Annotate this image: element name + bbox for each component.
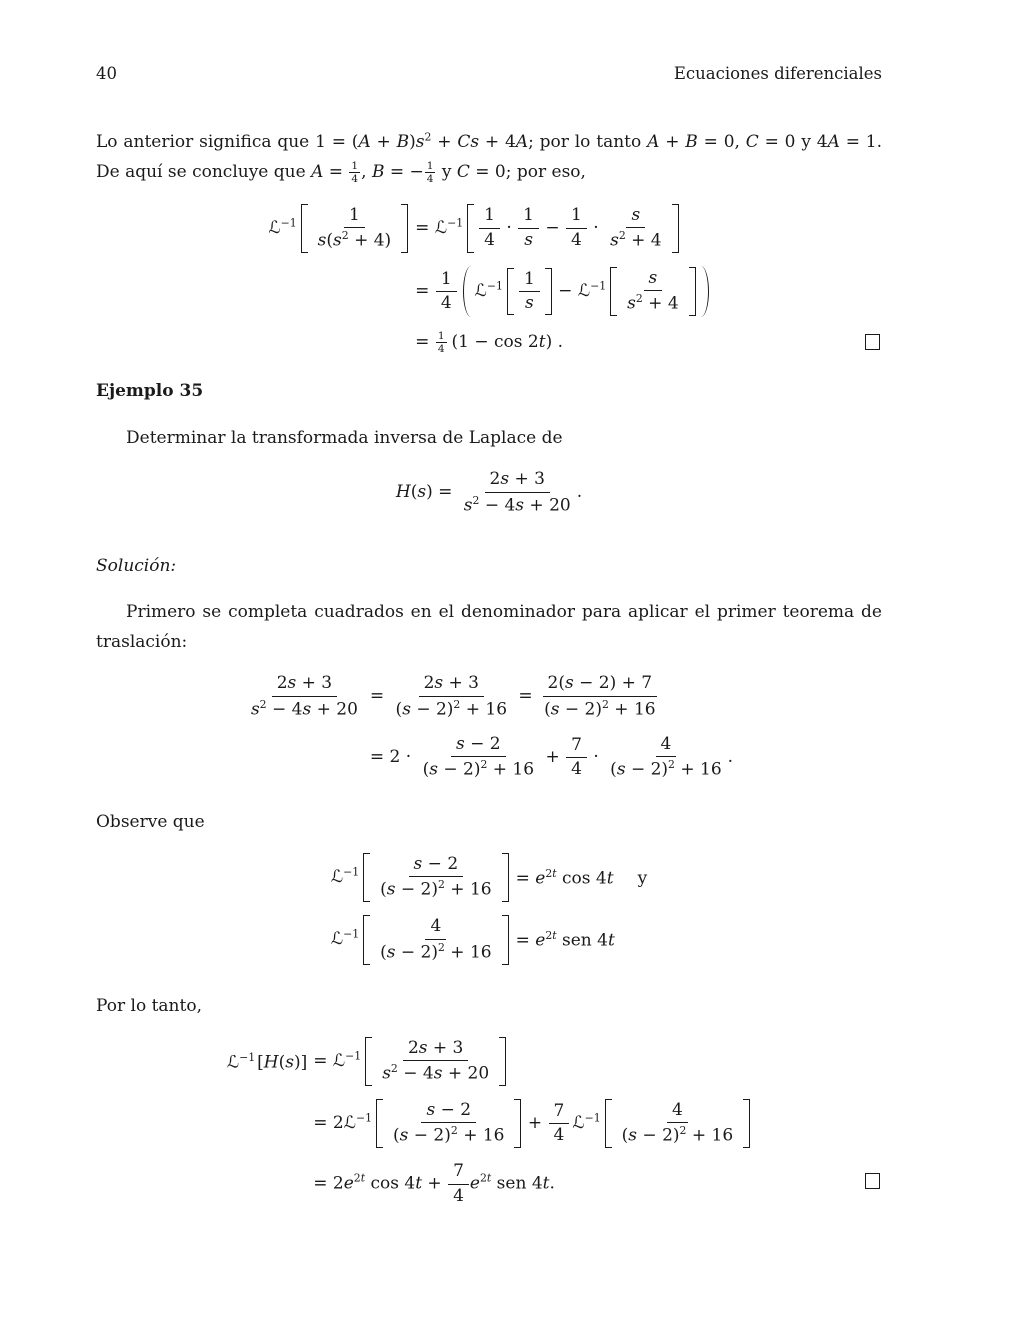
equation-line-rhs: = $e^{2t}$ sen 4t [515, 929, 615, 951]
equation-line-rhs: = ℒ$^{-1}$ $\frac{2s + 3}{s^2 - 4s + 20}$ [313, 1037, 507, 1086]
equation-H-of-s: H(s) = $\frac{2s + 3}{s^2 - 4s + 20}$ . [395, 469, 583, 516]
equation-line-rhs: = 2ℒ$^{-1}$ $\frac{s - 2}{(s - 2)^2 + 16}$ + $\frac{7}{4}$ ℒ$^{-1}$ $\frac{4}{(s - 2)^2 + 16}$ [313, 1099, 751, 1148]
equation-align-grid [96, 853, 882, 964]
equation-line-rhs: = $\frac{1}{4}$ (1 − cos 2t) . [415, 329, 564, 356]
equation-line-lhs: ℒ$^{-1}$ $\frac{4}{(s - 2)^2 + 16}$ [331, 915, 510, 964]
example-prompt: Determinar la transformada inversa de Laplace de [126, 428, 563, 449]
therefore-text: Por lo tanto, [96, 995, 202, 1016]
solution-paragraph: Primero se completa cuadrados en el denominador para aplicar el primer teorema de traslación: [96, 601, 882, 653]
equation-block-inverse-partial-fractions [96, 204, 882, 356]
page-header [96, 64, 882, 83]
example-heading: Ejemplo 35 [96, 381, 204, 402]
equation-block-complete-square [96, 673, 882, 780]
qed-box-icon [865, 1173, 880, 1189]
equation-line-lhs: ℒ$^{-1}$ $\frac{1}{s(s^2 + 4)}$ [268, 204, 409, 253]
equation-line-lhs: ℒ$^{-1}$ $\frac{s - 2}{(s - 2)^2 + 16}$ [331, 853, 510, 902]
solution-label: Solución: [96, 555, 177, 576]
equation-align-grid [96, 1037, 882, 1207]
qed-box-icon [865, 334, 880, 350]
equation-line-lhs: $\frac{2s + 3}{s^2 - 4s + 20}$ [250, 673, 358, 720]
intro-paragraph: Lo anterior significa que $1 = (A + B)s^2 + Cs + 4A$; por lo tanto A + B = 0, C = 0 y 4A = 1. De aquí se concluye que A = $\frac{1}{4}$ , B = − $\frac{1}{4}$ y C = 0; por eso, [96, 130, 882, 186]
page-number: 40 [96, 64, 117, 83]
equation-align-grid [96, 204, 882, 356]
equation-line-rhs: = $\frac{1}{4}$ ℒ$^{-1}$ $\frac{1}{s}$ − ℒ$^{-1}$ $\frac{s}{s^2 + 4}$ [415, 266, 709, 317]
equation-line-rhs: = $2e^{2t}$ cos 4t + $\frac{7}{4}$ $e^{2t}$ sen 4t. [313, 1161, 555, 1206]
running-title: Ecuaciones diferenciales [673, 64, 882, 83]
equation-line-lhs: ℒ$^{-1}$ [H(s)] [226, 1050, 308, 1073]
observe-text: Observe que [96, 811, 205, 832]
equation-line-rhs: = $\frac{2s + 3}{(s - 2)^2 + 16}$ = $\frac{2(s - 2) + 7}{(s - 2)^2 + 16}$ [369, 673, 656, 720]
equation-align-grid [96, 673, 882, 780]
equation-block-final-result [96, 1037, 882, 1207]
equation-line-rhs: = ℒ$^{-1}$ $\frac{1}{4}$ · $\frac{1}{s}$ − $\frac{1}{4}$ · $\frac{s}{s^2 + 4}$ [415, 204, 679, 253]
equation-line-rhs: = $e^{2t}$ cos 4t y [515, 866, 648, 889]
equation-line-rhs: = 2 · $\frac{s - 2}{(s - 2)^2 + 16}$ + $\frac{7}{4}$ · $\frac{4}{(s - 2)^2 + 16}$ . [369, 733, 734, 780]
equation-block-observe [96, 853, 882, 964]
